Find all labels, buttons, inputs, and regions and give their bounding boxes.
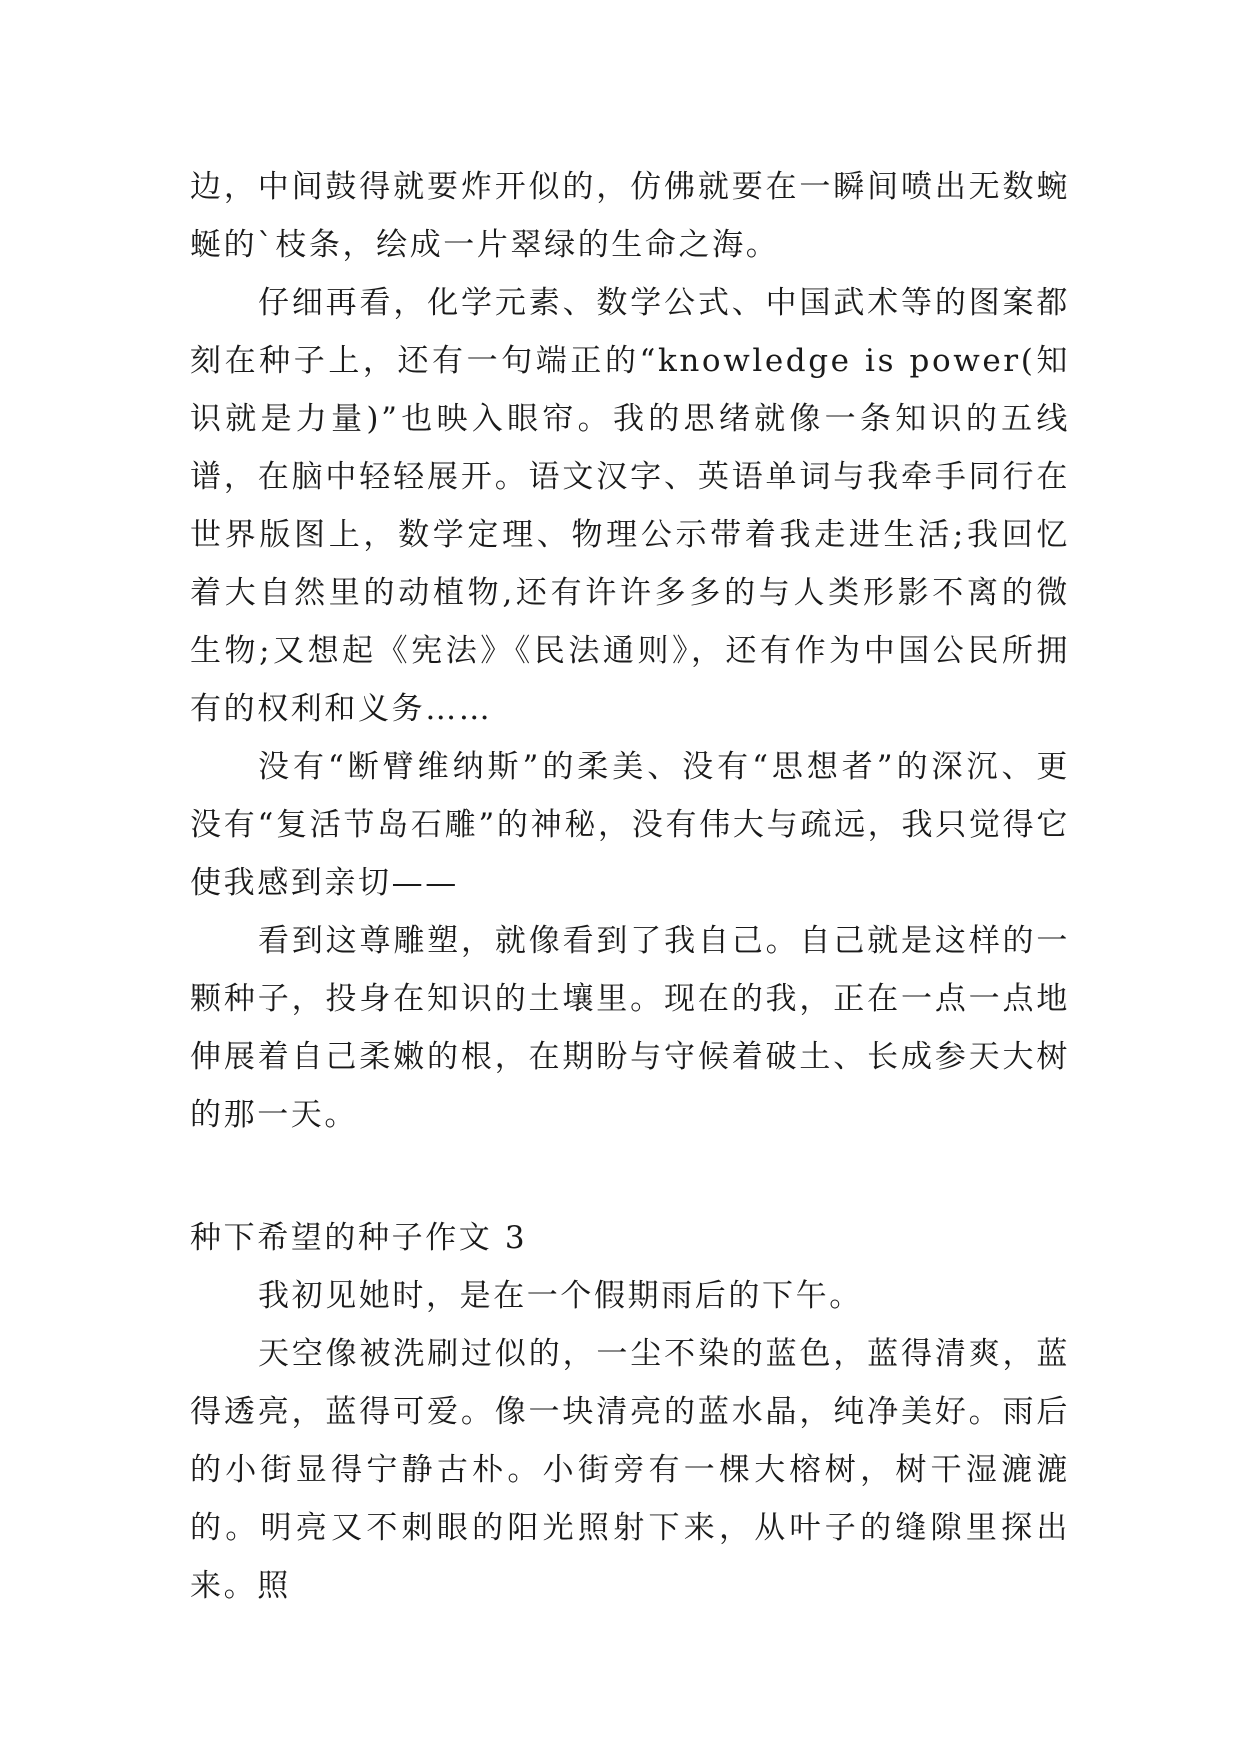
essay-section-3 xyxy=(190,1209,1070,1615)
paragraph-seed-patterns: 仔细再看，化学元素、数学公式、中国武术等的图案都刻在种子上，还有一句端正的“knowledge is power(知识就是力量)”也映入眼帘。我的思绪就像一条知识的五线谱，在脑中轻轻展开。语文汉字、英语单词与我牵手同行在世界版图上，数学定理、物理公示带着我走进生活;我回忆着大自然里的动植物,还有许许多多的与人类形影不离的微生物;又想起《宪法》《民法通则》，还有作为中国公民所拥有的权利和义务…… xyxy=(190,285,1070,727)
paragraph-first-meeting: 我初见她时，是在一个假期雨后的下午。 xyxy=(258,1278,863,1314)
essay-body-continued xyxy=(190,158,1070,1202)
section-title: 种下希望的种子作文 3 xyxy=(190,1220,528,1256)
paragraph-sky-description: 天空像被洗刷过似的，一尘不染的蓝色，蓝得清爽，蓝得透亮，蓝得可爱。像一块清亮的蓝水晶，纯净美好。雨后的小街显得宁静古朴。小街旁有一棵大榕树，树干湿漉漉的。明亮又不刺眼的阳光照射下来，从叶子的缝隙里探出来。照 xyxy=(190,1336,1070,1604)
paragraph-reflection: 看到这尊雕塑，就像看到了我自己。自己就是这样的一颗种子，投身在知识的土壤里。现在的我，正在一点一点地伸展着自己柔嫩的根，在期盼与守候着破土、长成参天大树的那一天。 xyxy=(190,923,1070,1133)
paragraph-comparison: 没有“断臂维纳斯”的柔美、没有“思想者”的深沉、更没有“复活节岛石雕”的神秘，没有伟大与疏远，我只觉得它使我感到亲切—— xyxy=(190,749,1070,901)
paragraph-continuation: 边，中间鼓得就要炸开似的，仿佛就要在一瞬间喷出无数蜿蜒的`枝条，绘成一片翠绿的生命之海。 xyxy=(190,169,1070,263)
